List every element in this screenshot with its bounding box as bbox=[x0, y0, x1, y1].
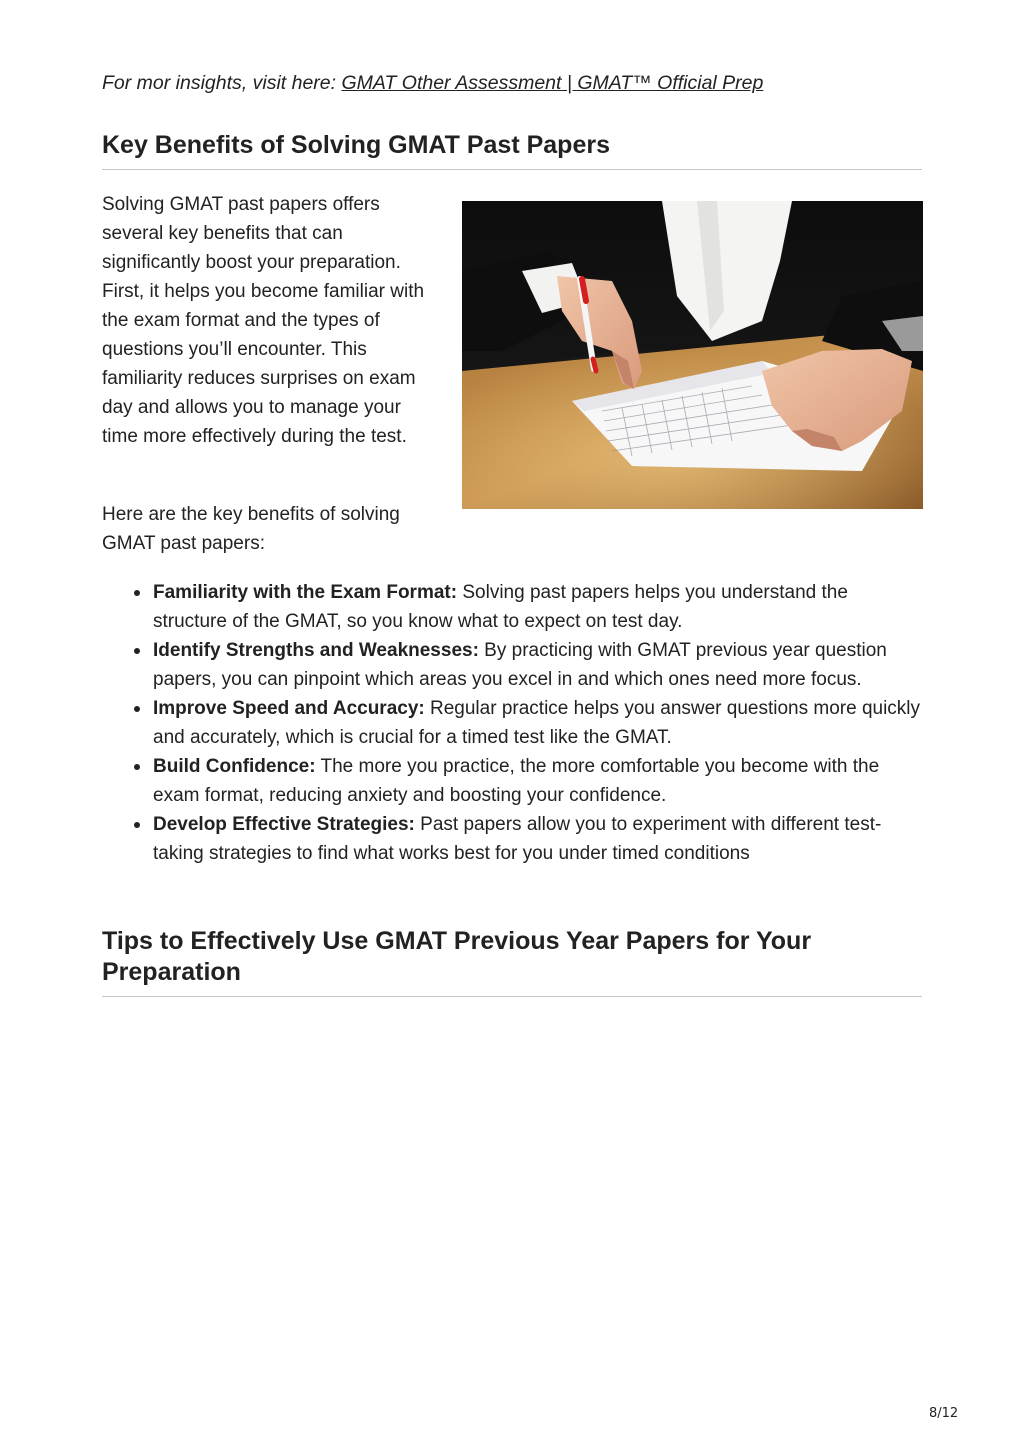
intro-line bbox=[102, 72, 763, 95]
benefit-term: Familiarity with the Exam Format: bbox=[153, 582, 458, 603]
list-item bbox=[102, 810, 922, 868]
page-number: 8/12 bbox=[929, 1406, 959, 1421]
gmat-official-prep-link[interactable]: GMAT Other Assessment | GMAT™ Official Prep bbox=[341, 72, 764, 94]
benefit-text: Regular practice helps you answer questions more quickly and accurately, which is crucial for a timed test like the GMAT. bbox=[153, 698, 921, 748]
bullet-icon bbox=[134, 764, 140, 770]
benefit-term: Develop Effective Strategies: bbox=[153, 814, 415, 835]
benefit-text: By practicing with GMAT previous year question papers, you can pinpoint which areas you excel in and which ones need more focus. bbox=[153, 640, 887, 690]
bullet-icon bbox=[134, 706, 140, 712]
section-divider bbox=[102, 169, 922, 170]
benefit-text: The more you practice, the more comfortable you become with the exam format, reducing anxiety and boosting your confidence. bbox=[153, 756, 880, 806]
section-divider bbox=[102, 996, 922, 997]
benefit-term: Build Confidence: bbox=[153, 756, 316, 777]
benefit-term: Identify Strengths and Weaknesses: bbox=[153, 640, 479, 661]
list-item bbox=[102, 578, 922, 636]
hands-writing-on-paper-photo bbox=[462, 201, 923, 509]
bullet-icon bbox=[134, 648, 140, 654]
benefit-text: Past papers allow you to experiment with different test-taking strategies to find what works best for you under timed conditions bbox=[153, 814, 882, 864]
intro-paragraph: Solving GMAT past papers offers several key benefits that can significantly boost your preparation. First, it helps you become familiar with the exam format and the types of questions you’ll encounter. This familiarity reduces surprises on exam day and allows you to manage your time more effectively during the test. bbox=[102, 194, 425, 447]
section-title-key-benefits: Key Benefits of Solving GMAT Past Papers bbox=[102, 131, 610, 159]
benefits-list bbox=[102, 578, 922, 868]
list-item bbox=[102, 694, 922, 752]
list-item bbox=[102, 752, 922, 810]
benefit-text: Solving past papers helps you understand the structure of the GMAT, so you know what to expect on test day. bbox=[153, 582, 848, 632]
section-title-tips: Tips to Effectively Use GMAT Previous Year Papers for Your Preparation bbox=[102, 927, 812, 986]
list-item bbox=[102, 636, 922, 694]
benefit-term: Improve Speed and Accuracy: bbox=[153, 698, 425, 719]
benefits-lead-paragraph: Here are the key benefits of solving GMAT past papers: bbox=[102, 504, 400, 554]
bullet-icon bbox=[134, 822, 140, 828]
intro-prefix: For mor insights, visit here: bbox=[102, 72, 342, 94]
bullet-icon bbox=[134, 590, 140, 596]
